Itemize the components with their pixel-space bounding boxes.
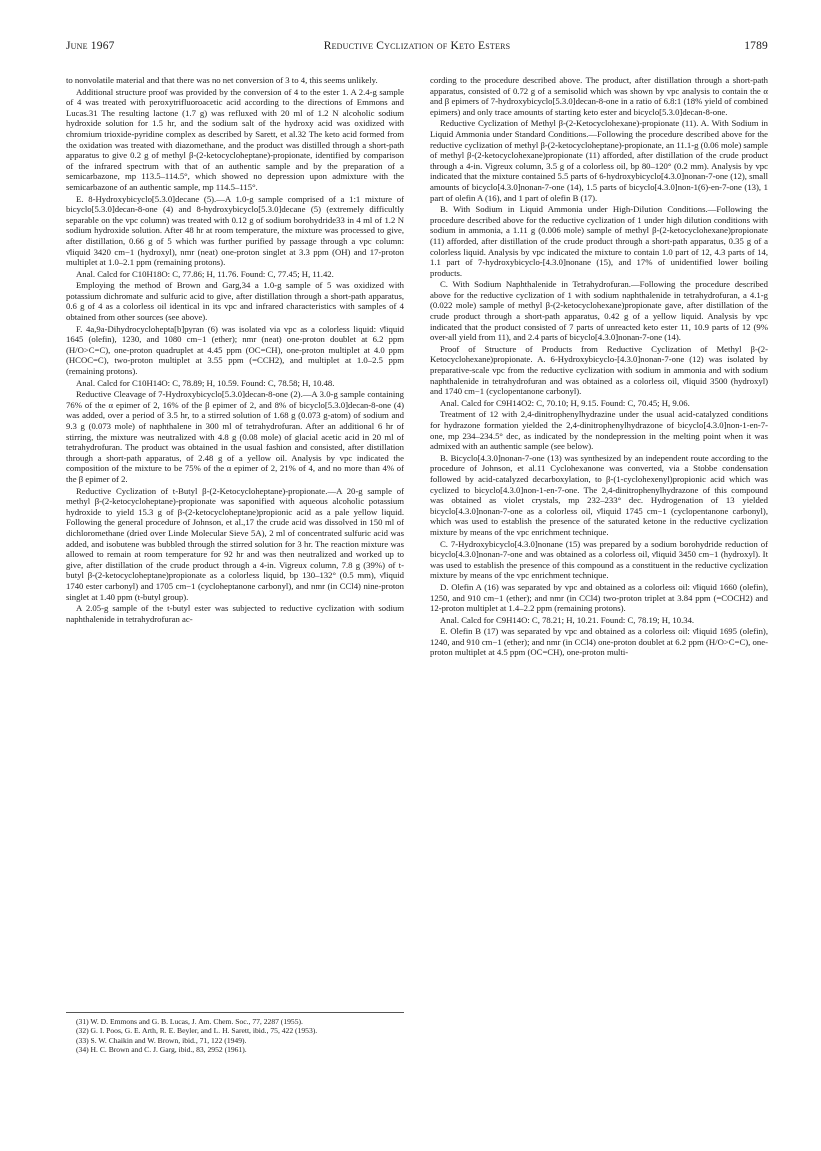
paragraph: E. Olefin B (17) was separated by vpc and obtained as a colorless oil: ν̄liquid 1695 (olefin), 1240, and 910 cm−1 (ether); and nmr (in CCl4) one-proton doublet at 6.2 ppm (H/O>C=C), one-proton multiplet at 4.5 ppm (OC=CH), one-proton multi-	[430, 626, 768, 658]
paragraph: Anal. Calcd for C10H18O: C, 77.86; H, 11.76. Found: C, 77.45; H, 11.42.	[76, 268, 334, 279]
footnote: (31) W. D. Emmons and G. B. Lucas, J. Am. Chem. Soc., 77, 2287 (1955).	[76, 1017, 303, 1026]
footnotes	[66, 1012, 404, 1055]
paragraph: cording to the procedure described above. The product, after distillation through a short-path apparatus, consisted of 0.72 g of a semisolid which was shown by vpc analysis to contain the α and β epimers of 7-hydroxybicyclo[5.3.0]decan-8-one in a ratio of 6.8:1 (18% yield of combined epimers) and only trace amounts of starting keto ester and bicyclo[5.3.0]decan-8-one.	[430, 75, 768, 117]
footnote: (32) G. I. Poos, G. E. Arth, R. E. Beyler, and L. H. Sarett, ibid., 75, 422 (1953).	[76, 1026, 318, 1036]
running-title: Reductive Cyclization of Keto Esters	[323, 40, 511, 52]
paragraph: C. 7-Hydroxybicyclo[4.3.0]nonane (15) was prepared by a sodium borohydride reduction of bicyclo[4.3.0]nonan-7-one and was obtained as a colorless oil, ν̄liquid 3450 cm−1 (hydroxyl). It was used to establish the presence of this compound as a constituent in the reductive cyclization mixture by means of the vpc enrichment technique.	[430, 538, 768, 581]
paragraph: to nonvolatile material and that there was no net conversion of 3 to 4, this seems unlikely.	[66, 75, 378, 85]
paragraph: Anal. Calcd for C9H14O2: C, 70.10; H, 9.15. Found: C, 70.45; H, 9.06.	[440, 397, 690, 408]
paragraph: D. Olefin A (16) was separated by vpc and obtained as a colorless oil: ν̄liquid 1660 (olefin), 1250, and 910 cm−1 (ether); and nmr (in CCl4) two-proton triplet at 3.84 ppm (=COCH2) and 12-proton multiplet at 1.4–2.2 ppm (remaining protons).	[430, 581, 768, 614]
paragraph: Reductive Cyclization of Methyl β-(2-Ketocyclohexane)-propionate (11). A. With Sodium in Liquid Ammonia under Standard Conditions.—Following the procedure described above for the reductive cyclization of methyl β-(2-ketocycloheptane)-propionate, an 11.1-g (0.06 mole) sample of methyl β-(2-ketocyclohexane)propionate (11) afforded, after distillation of the crude product through a 4-in. Vigreux column, 3.5 g of a colorless oil, bp 80–120° (0.2 mm). Analysis by vpc indicated that the mixture contained 5.5 parts of 6-hydroxybicyclo[4.3.0]nonan-7-one (12), small amounts of bicyclo[4.3.0]nonan-7-one (14), 1.5 parts of bicyclo[4.3.0]non-1(6)-en-7-one (13), 1 part of olefin A (16), and 1 part of olefin B (17).	[430, 118, 768, 203]
header-date: June 1967	[66, 40, 115, 52]
footnote: (33) S. W. Chaikin and W. Brown, ibid., 71, 122 (1949).	[76, 1035, 247, 1045]
paragraph: Proof of Structure of Products from Reductive Cyclization of Methyl β-(2-Ketocyclohexane)propionate. A. 6-Hydroxybicyclo-[4.3.0]nonan-7-one (12) was isolated by preparative-scale vpc from the reductive cyclization with sodium in ammonia and with sodium naphthalenide in tetrahydrofuran and was obtained as a colorless oil, ν̄liquid 3500 (hydroxyl) and 1740 cm−1 (cyclopentanone carbonyl).	[430, 343, 768, 397]
paragraph: B. With Sodium in Liquid Ammonia under High-Dilution Conditions.—Following the procedure described above for the reductive cyclization of 1 under high dilution conditions with sodium in ammonia, a 1.11 g (0.006 mole) sample of methyl β-(2-ketocyclohexane)propionate (11) afforded, after distillation of the crude product through a short-path apparatus, 0.35 g of a colorless liquid. Analysis by vpc indicated the mixture to contain 1.0 part of 12, 4.3 parts of 14, 1.1 part of 7-hydroxybicyclo-[4.3.0]nonane (15), and 17% of unidentified lower boiling products.	[430, 204, 768, 278]
paragraph: Employing the method of Brown and Garg,34 a 1.0-g sample of 5 was oxidized with potassium dichromate and sulfuric acid to give, after distillation through a short-path apparatus, 0.6 g of 4 as a colorless oil identical in its vpc and infrared characteristics with samples of 4 obtained from other sources (see above).	[66, 280, 404, 323]
paragraph: F. 4a,9a-Dihydrocyclohepta[b]pyran (6) was isolated via vpc as a colorless liquid: ν̄liquid 1645 (olefin), 1230, and 1080 cm−1 (ether); nmr (neat) one-proton doublet at 6.2 ppm (H/O>C=C), one-proton quadruplet at 4.45 ppm (OC=CH), one-proton multiplet at 4.0 ppm (HCOC=C), two-proton multiplet at 3.55 ppm (=CCH2), and multiplet at 1.0–2.5 ppm (remaining protons).	[66, 323, 404, 377]
left-column	[66, 75, 404, 625]
paragraph: C. With Sodium Naphthalenide in Tetrahydrofuran.—Following the procedure described above for the reductive cyclization of 1 with sodium naphthalenide in tetrahydrofuran, a 4.1-g (0.022 mole) sample of methyl β-(2-ketocyclohexane)propionate gave, after distillation of the crude product through a short-path apparatus, 0.42 g of a yellow liquid. Analysis by vpc indicated that the product consisted of 7 parts of unreacted keto ester 11, 10.9 parts of 12 (9% over-all yield from 11), and 2.4 parts of bicyclo[4.3.0]nonan-7-one (14).	[430, 279, 768, 343]
paragraph: E. 8-Hydroxybicyclo[5.3.0]decane (5).—A 1.0-g sample comprised of a 1:1 mixture of bicyclo[5.3.0]decan-8-one (4) and 8-hydroxybicyclo[5.3.0]decane (5) (extremely difficultly separable on the vpc column) was treated with 0.12 g of sodium borohydride33 in 4 ml of 1.2 N sodium hydroxide solution. After 48 hr at room temperature, the mixture was processed to give, after distillation, 0.66 g of 5 which was further purified by passage through a vpc column: ν̄liquid 3420 cm−1 (hydroxyl), nmr (neat) one-proton singlet at 3.3 ppm (OH) and 17-proton multiplet at 1.0–2.1 ppm (remaining protons).	[66, 193, 404, 268]
paragraph: Anal. Calcd for C10H14O: C, 78.89; H, 10.59. Found: C, 78.58; H, 10.48.	[76, 377, 335, 388]
paragraph: Additional structure proof was provided by the conversion of 4 to the ester 1. A 2.4-g sample of 4 was treated with peroxytrifluoroacetic acid according to the directions of Emmons and Lucas.31 The resulting lactone (1.7 g) was refluxed with 20 ml of 1.2 N alcoholic sodium hydroxide solution for 1.5 hr, and the sodium salt of the hydroxy acid was oxidized with chromium trioxide-pyridine complex as described by Sarett, et al.32 The keto acid formed from the oxidation was treated with diazomethane, and the product was distilled through a short-path apparatus to give 0.2 g of methyl β-(2-ketocycloheptane)-propionate, identified by comparison of the infrared spectrum with that of an authentic sample and by the preparation of a semicarbazone, mp 113.5–114.5°, which showed no depression upon admixture with the semicarbazone of an authentic sample, mp 114.5–115°.	[66, 86, 404, 192]
footnote-rule	[66, 1012, 404, 1013]
paragraph: Treatment of 12 with 2,4-dinitrophenylhydrazine under the usual acid-catalyzed conditions for hydrazone formation yielded the 2,4-dinitrophenylhydrazone of bicyclo[4.3.0]non-1-en-7-one, mp 234–234.5° dec, as indicated by the nondepression in the melting point when it was admixed with an authentic sample (see below).	[430, 409, 768, 452]
footnote: (34) H. C. Brown and C. J. Garg, ibid., 83, 2952 (1961).	[76, 1045, 247, 1055]
page-header	[66, 40, 768, 56]
page-number: 1789	[744, 40, 768, 52]
paragraph: A 2.05-g sample of the t-butyl ester was subjected to reductive cyclization with sodium naphthalenide in tetrahydrofuran ac-	[66, 603, 404, 624]
paragraph: B. Bicyclo[4.3.0]nonan-7-one (13) was synthesized by an independent route according to the procedure of Johnson, et al.11 Cyclohexanone was converted, via a Stobbe condensation followed by acid-catalyzed decarboxylation, to β-(1-cyclohexenyl)propionic acid which was cyclized to bicyclo[4.3.0]non-1-en-7-one. The 2,4-dinitrophenylhydrazone of this compound was obtained as violet crystals, mp 232–233° dec. Hydrogenation of 13 yielded bicyclo[4.3.0]nonan-7-one as a colorless oil, ν̄liquid 1745 cm−1 (cyclopentanone carbonyl), which was used to establish the presence of the saturated ketone in the reductive cyclization mixture by means of the vpc enrichment technique.	[430, 452, 768, 537]
paragraph: Anal. Calcd for C9H14O: C, 78.21; H, 10.21. Found: C, 78.19; H, 10.34.	[440, 614, 695, 625]
paragraph: Reductive Cyclization of t-Butyl β-(2-Ketocycloheptane)-propionate.—A 20-g sample of methyl β-(2-ketocycloheptane)-propionate was saponified with aqueous alcoholic potassium hydroxide to yield 15.3 g of β-(2-ketocycloheptane)propionic acid as a pale yellow liquid. Following the general procedure of Johnson, et al.,17 the crude acid was dissolved in 150 ml of dichloromethane (dried over Linde Molecular Sieve 5A), 2 ml of concentrated sulfuric acid was added, and isobutene was bubbled through the stirred solution for 3 hr. The reaction mixture was allowed to remain at room temperature for 92 hr and was then neutralized and worked up to give, after distillation of the crude product through a 4-in. Vigreux column, 7.8 g (39%) of t-butyl β-(2-ketocycloheptane)propionate as a colorless liquid, bp 130–132° (0.5 mm), ν̄liquid 1740 ester carbonyl) and 1705 cm−1 (cycloheptanone carbonyl), and nmr (in CCl4) nine-proton singlet at 1.40 ppm (t-butyl group).	[66, 485, 404, 602]
right-column	[430, 75, 768, 659]
paragraph: Reductive Cleavage of 7-Hydroxybicyclo[5.3.0]decan-8-one (2).—A 3.0-g sample containing 76% of the α epimer of 2, 16% of the β epimer of 2, and 8% of bicyclo[5.3.0]decan-8-one (4) was added, over a period of 3.5 hr, to a stirred solution of 1.68 g (0.073 g-atom) of sodium and 9.3 g (0.073 mole) of naphthalene in 300 ml of tetrahydrofuran. After an additional 6 hr of stirring, the mixture was neutralized with 4.8 g (0.08 mole) of glacial acetic acid in 20 ml of tetrahydrofuran. The product was obtained in the usual fashion and consisted, after distillation through a short-path apparatus, of 2.48 g of a yellow oil. Analysis by vpc indicated the composition of the mixture to be 75% of the α epimer of 2, 21% of 4, and no more than 4% of the β epimer of 2.	[66, 389, 404, 484]
